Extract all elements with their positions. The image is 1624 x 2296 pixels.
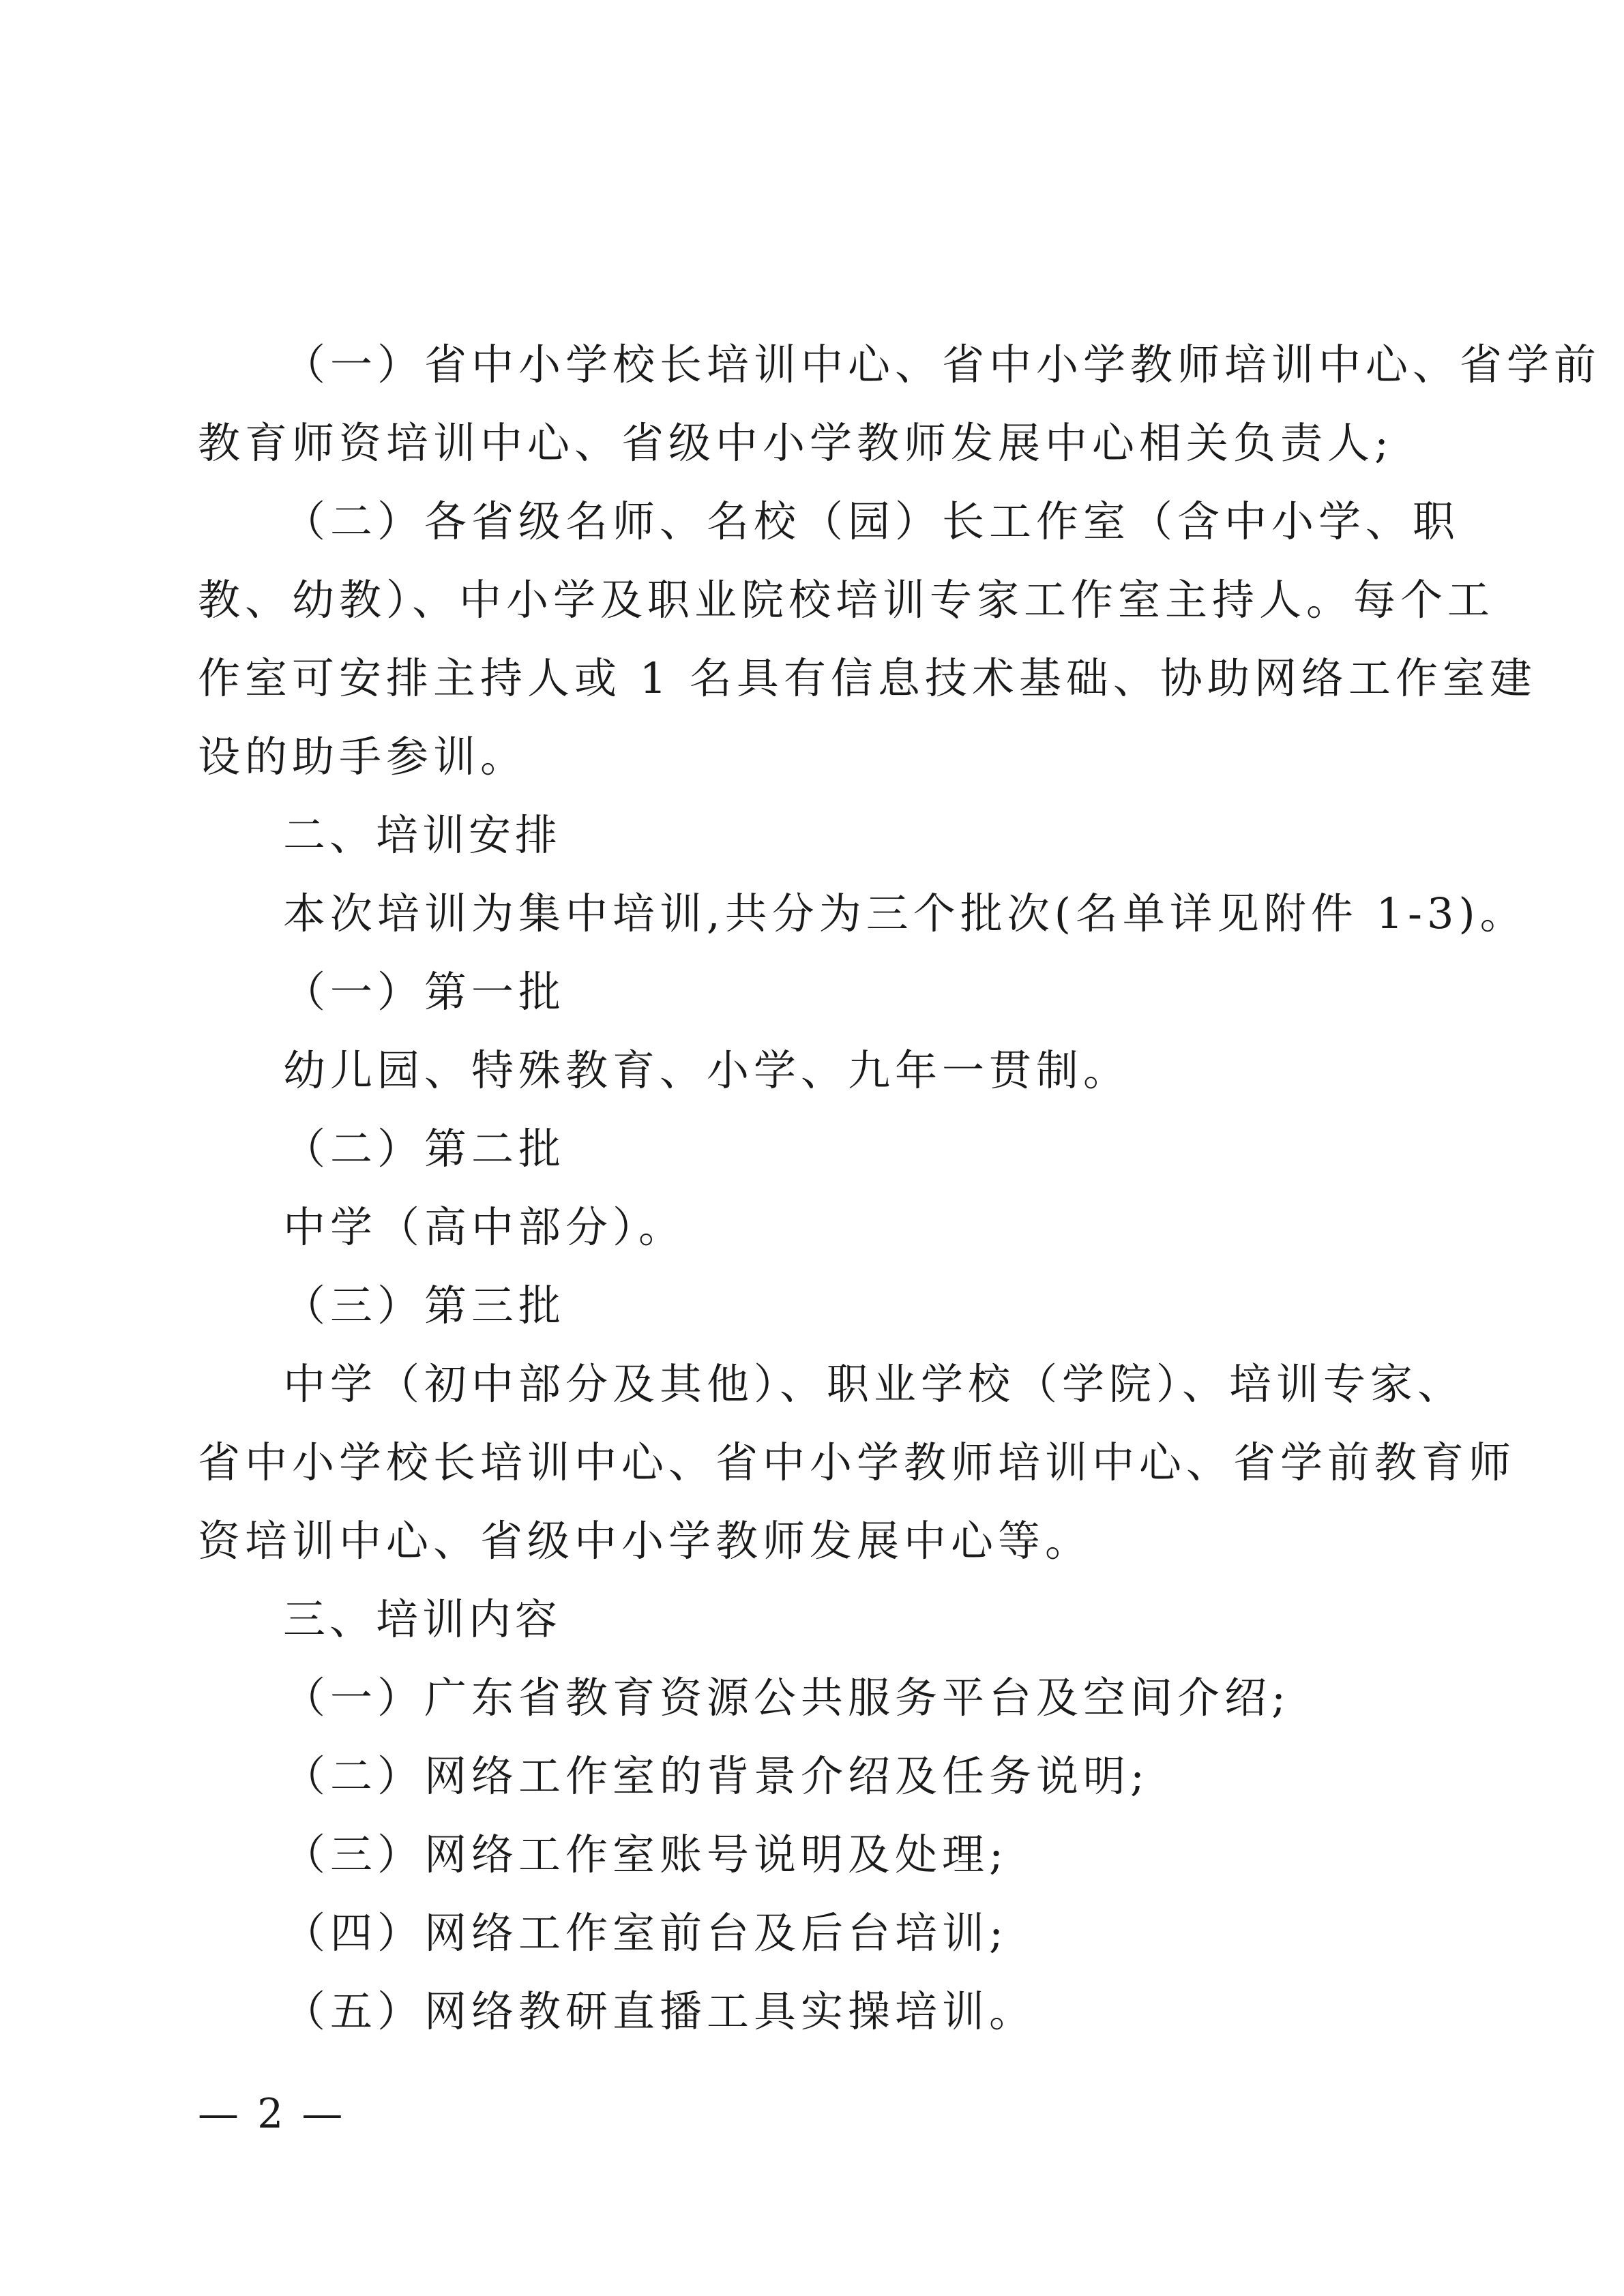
batch-3-content-line-3: 资培训中心、省级中小学教师发展中心等。 [198,1516,1093,1566]
section-heading-training-arrangement: 二、培训安排 [283,810,562,860]
paragraph-line-6: 设的助手参训。 [198,732,528,781]
batch-2-content: 中学（高中部分）。 [283,1202,686,1252]
batch-1-content: 幼儿园、特殊教育、小学、九年一贯制。 [283,1045,1131,1095]
paragraph-line-2: 教育师资培训中心、省级中小学教师发展中心相关负责人; [198,418,1393,468]
content-item-3: （三）网络工作室账号说明及处理; [283,1830,1008,1879]
content-item-4: （四）网络工作室前台及后台培训; [283,1908,1008,1958]
batch-heading-1: （一）第一批 [283,967,566,1017]
paragraph-line-4: 教、幼教）、中小学及职业院校培训专家工作室主持人。每个工 [198,575,1495,625]
paragraph-line-1: （一）省中小学校长培训中心、省中小学教师培训中心、省学前 [283,340,1601,389]
paragraph-line-3: （二）各省级名师、名校（园）长工作室（含中小学、职 [283,496,1460,546]
section-heading-training-content: 三、培训内容 [283,1594,562,1644]
content-item-1: （一）广东省教育资源公共服务平台及空间介绍; [283,1673,1290,1723]
batch-3-content-line-1: 中学（初中部分及其他）、职业学校（学院）、培训专家、 [283,1359,1465,1409]
batch-heading-2: （二）第二批 [283,1124,566,1174]
content-item-2: （二）网络工作室的背景介绍及任务说明; [283,1751,1149,1801]
batch-heading-3: （三）第三批 [283,1281,566,1330]
paragraph-line-8: 本次培训为集中培训,共分为三个批次(名单详见附件 1-3)。 [283,889,1527,938]
content-item-5: （五）网络教研直播工具实操培训。 [283,1986,1037,2036]
page-number: — 2 — [198,2090,346,2138]
paragraph-line-5: 作室可安排主持人或 1 名具有信息技术基础、协助网络工作室建 [198,653,1537,703]
batch-3-content-line-2: 省中小学校长培训中心、省中小学教师培训中心、省学前教育师 [198,1437,1516,1487]
